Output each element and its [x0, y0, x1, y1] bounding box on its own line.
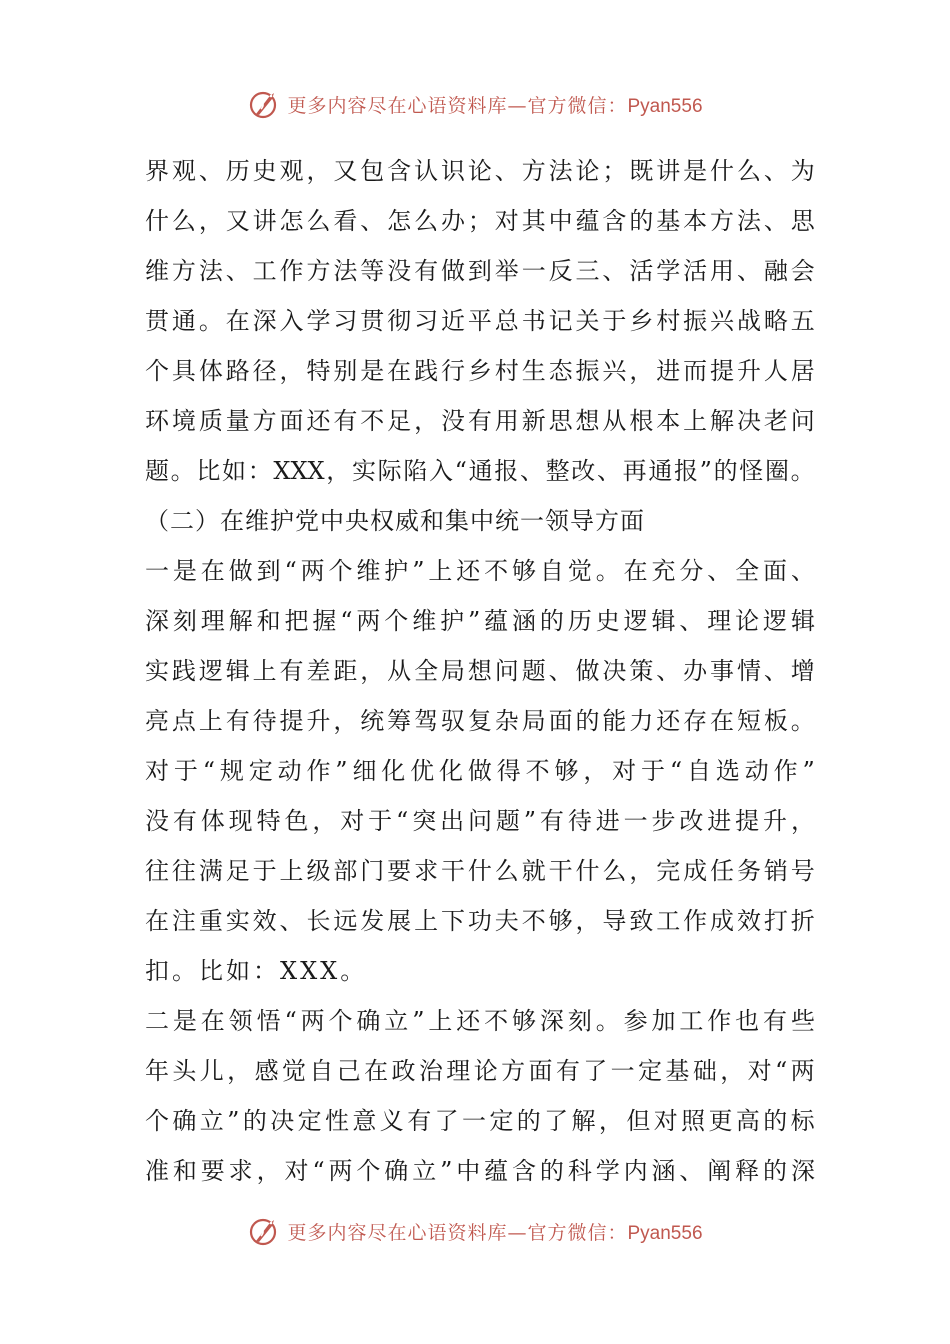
paragraph-line: 扣。比如：XXX。: [145, 957, 368, 985]
paragraph-line: 亮 点 上 有 待 提 升 ， 统 筹 驾 驭 复 杂 局 面 的 能 力 还 存 在 短 板 。: [145, 707, 815, 735]
watermark-text: 更多内容尽在心语资料库—官方微信：Pyan556: [287, 94, 703, 117]
paragraph-line: 环 境 质 量 方 面 还 有 不 足 ， 没 有 用 新 思 想 从 根 本 上 解 决 老 问: [145, 407, 815, 435]
paragraph-line: 一 是 在 做 到 “ 两 个 维 护 ” 上 还 不 够 自 觉 。 在 充 分 、 全 面 、: [145, 557, 815, 585]
paragraph-line: 没 有 体 现 特 色 ， 对 于 “ 突 出 问 题 ” 有 待 进 一 步 改 进 提 升 ，: [145, 807, 815, 835]
pen-nib-circle-icon: [247, 1214, 281, 1248]
watermark-text: 更多内容尽在心语资料库—官方微信：Pyan556: [287, 1221, 703, 1244]
paragraph-line: 在 注 重 实 效 、 长 远 发 展 上 下 功 夫 不 够 ， 导 致 工 作 成 效 打 折: [145, 907, 815, 935]
paragraph-line: 年 头 儿 ， 感 觉 自 己 在 政 治 理 论 方 面 有 了 一 定 基 础 ， 对 “ 两: [145, 1057, 815, 1085]
pen-nib-circle-icon: [247, 87, 281, 121]
paragraph-line: 什 么 ， 又 讲 怎 么 看 、 怎 么 办 ； 对 其 中 蕴 含 的 基 本 方 法 、 思: [145, 207, 815, 235]
paragraph-line: 维 方 法 、 工 作 方 法 等 没 有 做 到 举 一 反 三 、 活 学 活 用 、 融 会: [145, 257, 815, 285]
section-heading: （二）在维护党中央权威和集中统一领导方面: [145, 507, 645, 535]
paragraph-line: 贯 通 。 在 深 入 学 习 贯 彻 习 近 平 总 书 记 关 于 乡 村 振 兴 战 略 五: [145, 307, 815, 335]
paragraph-line: 实 践 逻 辑 上 有 差 距 ， 从 全 局 想 问 题 、 做 决 策 、 办 事 情 、 增: [145, 657, 815, 685]
paragraph-line: 题 。 比 如 ： XXX ， 实 际 陷 入 “ 通 报 、 整 改 、 再 通 报 ” 的 怪 圈 。: [145, 457, 815, 485]
paragraph-line: 界 观 、 历 史 观 ， 又 包 含 认 识 论 、 方 法 论 ； 既 讲 是 什 么 、 为: [145, 157, 815, 185]
footer-watermark: [0, 1211, 950, 1251]
document-body: [145, 146, 815, 1196]
paragraph-line: 往 往 满 足 于 上 级 部 门 要 求 干 什 么 就 干 什 么 ， 完 成 任 务 销 号: [145, 857, 815, 885]
header-watermark: [0, 84, 950, 124]
paragraph-line: 对 于 “ 规 定 动 作 ” 细 化 优 化 做 得 不 够 ， 对 于 “ 自 选 动 作 ”: [145, 757, 815, 785]
paragraph-line: 二 是 在 领 悟 “ 两 个 确 立 ” 上 还 不 够 深 刻 。 参 加 工 作 也 有 些: [145, 1007, 815, 1035]
paragraph-line: 个 确 立 ” 的 决 定 性 意 义 有 了 一 定 的 了 解 ， 但 对 照 更 高 的 标: [145, 1107, 815, 1135]
paragraph-line: 个 具 体 路 径 ， 特 别 是 在 践 行 乡 村 生 态 振 兴 ， 进 而 提 升 人 居: [145, 357, 815, 385]
paragraph-line: 准 和 要 求 ， 对 “ 两 个 确 立 ” 中 蕴 含 的 科 学 内 涵 、 阐 释 的 深: [145, 1157, 815, 1185]
paragraph-line: 深 刻 理 解 和 把 握 “ 两 个 维 护 ” 蕴 涵 的 历 史 逻 辑 、 理 论 逻 辑: [145, 607, 815, 635]
